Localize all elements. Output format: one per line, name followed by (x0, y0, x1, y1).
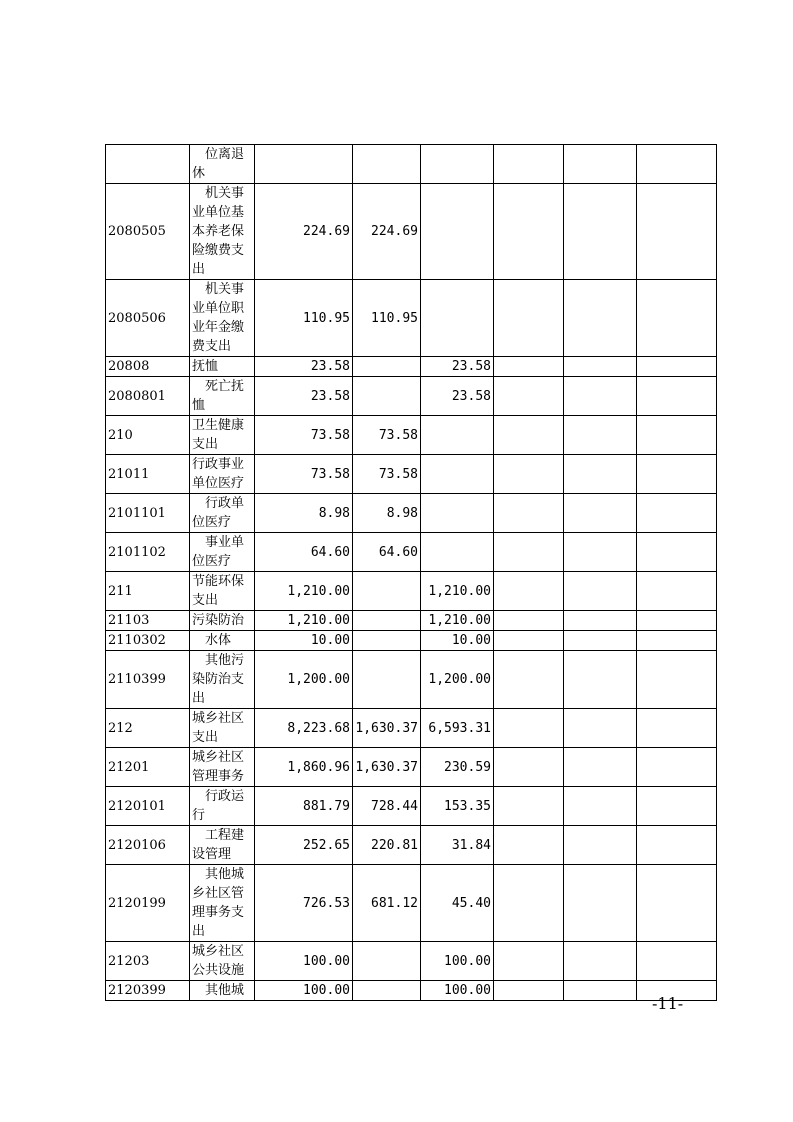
empty-cell (564, 357, 637, 377)
empty-cell (564, 377, 637, 416)
empty-cell (637, 494, 717, 533)
account-name-cell: 卫生健康支出 (190, 416, 255, 455)
table-row (106, 942, 717, 981)
empty-cell (494, 494, 564, 533)
budget-table (105, 144, 717, 1001)
account-name-cell: 其他城 (190, 981, 255, 1001)
project-expenditure-cell: 23.58 (421, 357, 494, 377)
account-code-cell: 2120106 (106, 826, 190, 865)
account-name-cell: 机关事业单位基本养老保险缴费支出 (190, 184, 255, 280)
account-name-cell: 水体 (190, 631, 255, 651)
table-row (106, 357, 717, 377)
empty-cell (564, 145, 637, 184)
account-code-cell: 20808 (106, 357, 190, 377)
empty-cell (494, 184, 564, 280)
project-expenditure-cell (421, 494, 494, 533)
account-name-cell: 机关事业单位职业年金缴费支出 (190, 280, 255, 357)
account-code-cell: 21011 (106, 455, 190, 494)
account-name-cell: 行政单位医疗 (190, 494, 255, 533)
account-code-cell: 2101101 (106, 494, 190, 533)
account-code-cell: 2080505 (106, 184, 190, 280)
total-amount-cell: 1,860.96 (255, 748, 353, 787)
basic-expenditure-cell: 1,630.37 (353, 709, 421, 748)
empty-cell (564, 651, 637, 709)
account-name-cell: 工程建设管理 (190, 826, 255, 865)
project-expenditure-cell (421, 280, 494, 357)
empty-cell (564, 865, 637, 942)
account-code-cell: 2110302 (106, 631, 190, 651)
empty-cell (564, 455, 637, 494)
account-name-cell: 其他污染防治支出 (190, 651, 255, 709)
total-amount-cell: 224.69 (255, 184, 353, 280)
empty-cell (494, 280, 564, 357)
empty-cell (637, 709, 717, 748)
empty-cell (637, 631, 717, 651)
account-code-cell: 2080506 (106, 280, 190, 357)
account-code-cell: 212 (106, 709, 190, 748)
empty-cell (494, 942, 564, 981)
empty-cell (494, 416, 564, 455)
table-row (106, 184, 717, 280)
empty-cell (494, 748, 564, 787)
total-amount-cell: 73.58 (255, 455, 353, 494)
account-code-cell: 2120399 (106, 981, 190, 1001)
table-row (106, 865, 717, 942)
empty-cell (494, 357, 564, 377)
account-code-cell: 2120101 (106, 787, 190, 826)
account-name-cell: 城乡社区管理事务 (190, 748, 255, 787)
account-code-cell: 2110399 (106, 651, 190, 709)
empty-cell (637, 611, 717, 631)
basic-expenditure-cell (353, 145, 421, 184)
account-code-cell: 2120199 (106, 865, 190, 942)
table-row (106, 631, 717, 651)
total-amount-cell: 100.00 (255, 981, 353, 1001)
table-row (106, 981, 717, 1001)
basic-expenditure-cell (353, 611, 421, 631)
account-code-cell (106, 145, 190, 184)
project-expenditure-cell: 153.35 (421, 787, 494, 826)
table-row (106, 145, 717, 184)
account-name-cell: 位离退休 (190, 145, 255, 184)
total-amount-cell: 1,210.00 (255, 611, 353, 631)
account-name-cell: 死亡抚恤 (190, 377, 255, 416)
empty-cell (564, 748, 637, 787)
basic-expenditure-cell (353, 631, 421, 651)
empty-cell (564, 533, 637, 572)
account-name-cell: 节能环保支出 (190, 572, 255, 611)
table-row (106, 826, 717, 865)
total-amount-cell: 252.65 (255, 826, 353, 865)
empty-cell (637, 942, 717, 981)
empty-cell (494, 787, 564, 826)
basic-expenditure-cell: 681.12 (353, 865, 421, 942)
project-expenditure-cell: 1,210.00 (421, 611, 494, 631)
empty-cell (637, 377, 717, 416)
table-row (106, 611, 717, 631)
project-expenditure-cell (421, 184, 494, 280)
basic-expenditure-cell (353, 377, 421, 416)
basic-expenditure-cell (353, 572, 421, 611)
account-name-cell: 行政运行 (190, 787, 255, 826)
basic-expenditure-cell: 73.58 (353, 455, 421, 494)
table-row (106, 280, 717, 357)
empty-cell (494, 145, 564, 184)
total-amount-cell: 23.58 (255, 357, 353, 377)
empty-cell (637, 865, 717, 942)
total-amount-cell: 1,210.00 (255, 572, 353, 611)
basic-expenditure-cell: 73.58 (353, 416, 421, 455)
project-expenditure-cell: 45.40 (421, 865, 494, 942)
account-code-cell: 2101102 (106, 533, 190, 572)
empty-cell (494, 981, 564, 1001)
basic-expenditure-cell: 728.44 (353, 787, 421, 826)
project-expenditure-cell: 10.00 (421, 631, 494, 651)
total-amount-cell: 8.98 (255, 494, 353, 533)
total-amount-cell: 100.00 (255, 942, 353, 981)
project-expenditure-cell (421, 145, 494, 184)
basic-expenditure-cell: 1,630.37 (353, 748, 421, 787)
empty-cell (564, 787, 637, 826)
total-amount-cell: 726.53 (255, 865, 353, 942)
project-expenditure-cell (421, 416, 494, 455)
account-name-cell: 城乡社区支出 (190, 709, 255, 748)
empty-cell (637, 787, 717, 826)
account-name-cell: 污染防治 (190, 611, 255, 631)
basic-expenditure-cell: 220.81 (353, 826, 421, 865)
account-name-cell: 其他城乡社区管理事务支出 (190, 865, 255, 942)
empty-cell (637, 748, 717, 787)
empty-cell (494, 826, 564, 865)
table-row (106, 533, 717, 572)
project-expenditure-cell: 100.00 (421, 981, 494, 1001)
table-row (106, 455, 717, 494)
table-row (106, 416, 717, 455)
account-code-cell: 21203 (106, 942, 190, 981)
empty-cell (637, 455, 717, 494)
basic-expenditure-cell: 224.69 (353, 184, 421, 280)
empty-cell (564, 494, 637, 533)
empty-cell (494, 709, 564, 748)
total-amount-cell: 23.58 (255, 377, 353, 416)
table-row (106, 572, 717, 611)
account-name-cell: 抚恤 (190, 357, 255, 377)
empty-cell (564, 184, 637, 280)
account-name-cell: 行政事业单位医疗 (190, 455, 255, 494)
basic-expenditure-cell (353, 651, 421, 709)
empty-cell (564, 416, 637, 455)
empty-cell (637, 651, 717, 709)
empty-cell (637, 572, 717, 611)
account-code-cell: 2080801 (106, 377, 190, 416)
table-row (106, 709, 717, 748)
project-expenditure-cell: 1,200.00 (421, 651, 494, 709)
empty-cell (564, 981, 637, 1001)
empty-cell (494, 651, 564, 709)
empty-cell (637, 533, 717, 572)
total-amount-cell (255, 145, 353, 184)
project-expenditure-cell: 230.59 (421, 748, 494, 787)
project-expenditure-cell: 23.58 (421, 377, 494, 416)
account-name-cell: 事业单位医疗 (190, 533, 255, 572)
basic-expenditure-cell (353, 357, 421, 377)
table-row (106, 377, 717, 416)
empty-cell (564, 611, 637, 631)
basic-expenditure-cell (353, 942, 421, 981)
empty-cell (637, 184, 717, 280)
empty-cell (637, 357, 717, 377)
empty-cell (637, 280, 717, 357)
total-amount-cell: 10.00 (255, 631, 353, 651)
project-expenditure-cell: 31.84 (421, 826, 494, 865)
table-row (106, 787, 717, 826)
empty-cell (494, 631, 564, 651)
empty-cell (494, 533, 564, 572)
empty-cell (564, 709, 637, 748)
project-expenditure-cell: 6,593.31 (421, 709, 494, 748)
empty-cell (494, 572, 564, 611)
empty-cell (494, 455, 564, 494)
empty-cell (494, 377, 564, 416)
total-amount-cell: 110.95 (255, 280, 353, 357)
empty-cell (494, 865, 564, 942)
account-code-cell: 21201 (106, 748, 190, 787)
basic-expenditure-cell: 64.60 (353, 533, 421, 572)
total-amount-cell: 64.60 (255, 533, 353, 572)
total-amount-cell: 1,200.00 (255, 651, 353, 709)
account-code-cell: 21103 (106, 611, 190, 631)
table-row (106, 748, 717, 787)
total-amount-cell: 73.58 (255, 416, 353, 455)
basic-expenditure-cell: 110.95 (353, 280, 421, 357)
account-code-cell: 210 (106, 416, 190, 455)
empty-cell (637, 416, 717, 455)
basic-expenditure-cell (353, 981, 421, 1001)
total-amount-cell: 881.79 (255, 787, 353, 826)
project-expenditure-cell: 100.00 (421, 942, 494, 981)
empty-cell (637, 826, 717, 865)
empty-cell (564, 631, 637, 651)
basic-expenditure-cell: 8.98 (353, 494, 421, 533)
budget-table-body (106, 145, 717, 1001)
project-expenditure-cell (421, 533, 494, 572)
total-amount-cell: 8,223.68 (255, 709, 353, 748)
table-row (106, 494, 717, 533)
account-code-cell: 211 (106, 572, 190, 611)
empty-cell (637, 145, 717, 184)
table-row (106, 651, 717, 709)
empty-cell (494, 611, 564, 631)
page-number: -11- (652, 994, 684, 1013)
empty-cell (564, 572, 637, 611)
project-expenditure-cell (421, 455, 494, 494)
account-name-cell: 城乡社区公共设施 (190, 942, 255, 981)
project-expenditure-cell: 1,210.00 (421, 572, 494, 611)
empty-cell (564, 942, 637, 981)
empty-cell (564, 280, 637, 357)
empty-cell (564, 826, 637, 865)
